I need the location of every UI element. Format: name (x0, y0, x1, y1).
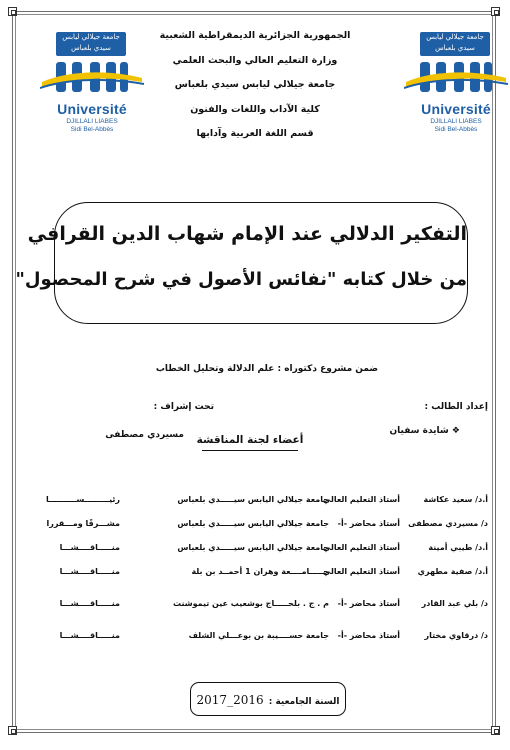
corner-ornament-top-left (8, 7, 17, 16)
member-rank: أستاذ التعليم العالي (322, 543, 400, 552)
member-role: منـــــاقــــشـــا (59, 567, 120, 576)
member-name: د/ مسيردي مصطفى (408, 519, 488, 528)
member-rank: أستاذ محاضر -أ- (337, 519, 400, 528)
student-entry (389, 426, 460, 436)
thesis-title-line1: التفكير الدلالي عند الإمام شهاب الدين القرافي (27, 223, 467, 245)
institution-header (150, 24, 360, 147)
logo-wordmark: Université (57, 101, 127, 117)
committee-row (0, 541, 510, 555)
bullet-icon: ❖ (451, 426, 460, 436)
university-logo-left (40, 30, 144, 136)
committee-row (0, 629, 510, 643)
member-institution: جـــــامــــعة وهران 1 أحمــد بن بلة (191, 567, 329, 576)
logo-subtitle-line1: DJILLALI LIABES (430, 118, 482, 125)
doctorate-project: ضمن مشروع دكتوراه : علم الدلالة وتحليل الخطاب (155, 364, 379, 374)
logo-swoosh (40, 68, 144, 92)
member-name: د/ بلي عبد القادر (421, 599, 488, 608)
student-name: شايدة سفيان (389, 426, 449, 436)
member-name: أ.د/ طيبي أمينة (428, 543, 488, 552)
committee-title-text: أعضاء لجنة المناقشة (196, 434, 304, 446)
academic-year-value: 2016_2017 (196, 693, 264, 707)
corner-ornament-top-right (491, 7, 500, 16)
member-institution: جامعة جيلالي اليابس سيـــــدي بلعباس (177, 543, 329, 552)
thesis-title-box (15, 202, 468, 324)
logo-subtitle (40, 118, 144, 134)
supervisor-label: تحت إشراف : (153, 402, 214, 412)
member-rank: أستاذ التعليم العالي (322, 495, 400, 504)
committee-row (0, 517, 510, 531)
thesis-title-line2: من خلال كتابه "نفائس الأصول في شرح المحصول" (15, 269, 467, 290)
member-name: أ.د/ سعيد عكاشة (423, 495, 488, 504)
committee-row (0, 493, 510, 507)
member-name: د/ درقاوي مختار (424, 631, 488, 640)
member-role: منـــــاقــــشـــا (59, 543, 120, 552)
supervisor-name: مسيردي مصطفى (105, 430, 184, 440)
member-institution: جامعة جيلالي اليابس سيـــــدي بلعباس (177, 495, 329, 504)
logo-subtitle (404, 118, 508, 134)
academic-year-box (190, 682, 346, 716)
corner-ornament-bottom-left (8, 726, 17, 735)
logo-arabic-name: جامعة جيلالي ليابس سيدي بلعباس (420, 32, 490, 56)
member-role: رئيـــــــــســــــــــا (46, 495, 120, 504)
student-label: إعداد الطالب : (424, 402, 488, 412)
logo-swoosh (404, 68, 508, 92)
committee-title-underline (202, 450, 298, 451)
header-line-university: جامعة جيلالي ليابس سيدي بلعباس (174, 79, 336, 90)
academic-year-label: السنة الجامعية : (268, 697, 340, 707)
header-line-department: قسم اللغة العربية وآدابها (196, 128, 314, 139)
logo-subtitle-line2: Sidi Bel-Abbès (70, 126, 114, 133)
committee-row (0, 565, 510, 579)
header-line-ministry: وزارة التعليم العالي والبحث العلمي (172, 54, 338, 66)
logo-subtitle-line1: DJILLALI LIABES (66, 118, 118, 125)
logo-subtitle-line2: Sidi Bel-Abbès (434, 126, 478, 133)
committee-row (0, 597, 510, 611)
logo-wordmark: Université (421, 101, 491, 117)
member-name: أ.د/ صفية مطهري (417, 567, 488, 576)
member-rank: أستاذ محاضر -أ- (337, 631, 400, 640)
header-line-faculty: كلية الآداب واللغات والفنون (190, 103, 320, 115)
university-logo-right (404, 30, 508, 136)
member-institution: جامعة حســــيبة بن بوعـــلي الشلف (188, 631, 329, 640)
member-rank: أستاذ التعليم العالي (322, 567, 400, 576)
logo-arabic-name: جامعة جيلالي ليابس سيدي بلعباس (56, 32, 126, 56)
member-role: منـــــاقــــشـــا (59, 631, 120, 640)
member-rank: أستاذ محاضر -أ- (337, 599, 400, 608)
committee-title (190, 434, 310, 446)
header-line-republic: الجمهورية الجزائرية الديمقراطية الشعبية (159, 30, 351, 41)
member-role: مشـــرفًا ومـــقررا (46, 519, 120, 528)
member-institution: جامعة جيلالي اليابس سيـــــدي بلعباس (177, 519, 329, 528)
member-institution: م . ج . بلحـــــاج بوشعيب عين تيموشنت (173, 599, 329, 608)
corner-ornament-bottom-right (491, 726, 500, 735)
member-role: منـــــاقــــشـــا (59, 599, 120, 608)
